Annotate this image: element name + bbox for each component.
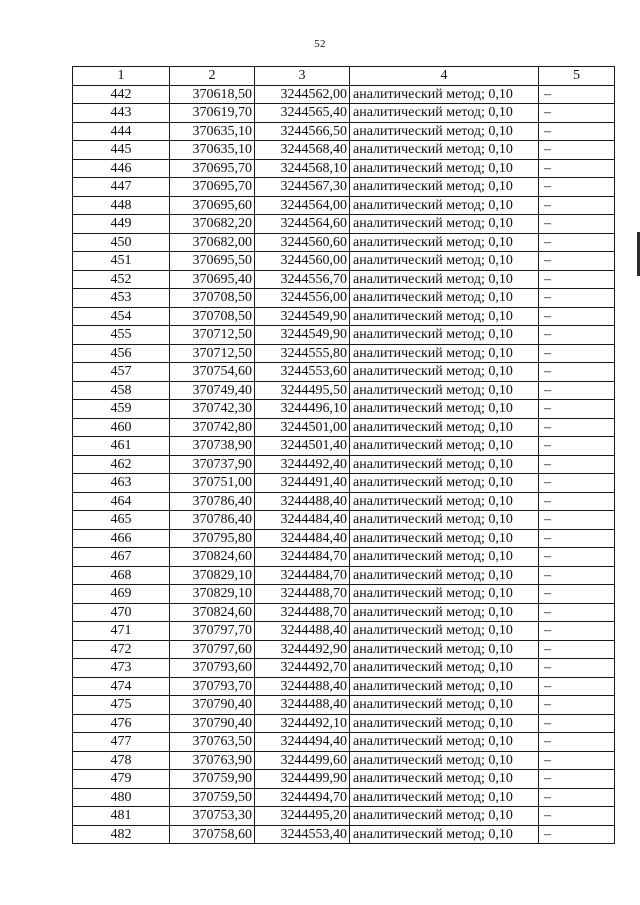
point-number-cell: 460 bbox=[73, 418, 170, 437]
x-coordinate-cell: 370742,30 bbox=[170, 400, 255, 419]
method-accuracy-cell: аналитический метод; 0,10 bbox=[350, 677, 539, 696]
method-accuracy-cell: аналитический метод; 0,10 bbox=[350, 196, 539, 215]
y-coordinate-cell: 3244555,80 bbox=[255, 344, 350, 363]
y-coordinate-cell: 3244494,70 bbox=[255, 788, 350, 807]
note-cell: – bbox=[539, 159, 615, 178]
table-row bbox=[73, 307, 615, 326]
note-cell: – bbox=[539, 511, 615, 530]
table-row bbox=[73, 122, 615, 141]
x-coordinate-cell: 370763,50 bbox=[170, 733, 255, 752]
note-cell: – bbox=[539, 122, 615, 141]
point-number-cell: 478 bbox=[73, 751, 170, 770]
point-number-cell: 457 bbox=[73, 363, 170, 382]
point-number-cell: 455 bbox=[73, 326, 170, 345]
method-accuracy-cell: аналитический метод; 0,10 bbox=[350, 696, 539, 715]
x-coordinate-cell: 370695,50 bbox=[170, 252, 255, 271]
y-coordinate-cell: 3244556,70 bbox=[255, 270, 350, 289]
x-coordinate-cell: 370829,10 bbox=[170, 566, 255, 585]
point-number-cell: 468 bbox=[73, 566, 170, 585]
method-accuracy-cell: аналитический метод; 0,10 bbox=[350, 381, 539, 400]
point-number-cell: 448 bbox=[73, 196, 170, 215]
method-accuracy-cell: аналитический метод; 0,10 bbox=[350, 603, 539, 622]
point-number-cell: 458 bbox=[73, 381, 170, 400]
point-number-cell: 469 bbox=[73, 585, 170, 604]
point-number-cell: 451 bbox=[73, 252, 170, 271]
note-cell: – bbox=[539, 196, 615, 215]
table-row bbox=[73, 788, 615, 807]
note-cell: – bbox=[539, 622, 615, 641]
y-coordinate-cell: 3244495,20 bbox=[255, 807, 350, 826]
note-cell: – bbox=[539, 788, 615, 807]
point-number-cell: 454 bbox=[73, 307, 170, 326]
note-cell: – bbox=[539, 455, 615, 474]
method-accuracy-cell: аналитический метод; 0,10 bbox=[350, 714, 539, 733]
column-header-4: 4 bbox=[350, 67, 539, 86]
x-coordinate-cell: 370790,40 bbox=[170, 696, 255, 715]
y-coordinate-cell: 3244488,70 bbox=[255, 603, 350, 622]
x-coordinate-cell: 370763,90 bbox=[170, 751, 255, 770]
x-coordinate-cell: 370759,90 bbox=[170, 770, 255, 789]
point-number-cell: 453 bbox=[73, 289, 170, 308]
point-number-cell: 459 bbox=[73, 400, 170, 419]
table-row bbox=[73, 233, 615, 252]
note-cell: – bbox=[539, 400, 615, 419]
method-accuracy-cell: аналитический метод; 0,10 bbox=[350, 418, 539, 437]
y-coordinate-cell: 3244492,10 bbox=[255, 714, 350, 733]
x-coordinate-cell: 370618,50 bbox=[170, 85, 255, 104]
x-coordinate-cell: 370824,60 bbox=[170, 603, 255, 622]
x-coordinate-cell: 370682,20 bbox=[170, 215, 255, 234]
table-row bbox=[73, 807, 615, 826]
x-coordinate-cell: 370751,00 bbox=[170, 474, 255, 493]
point-number-cell: 467 bbox=[73, 548, 170, 567]
method-accuracy-cell: аналитический метод; 0,10 bbox=[350, 307, 539, 326]
point-number-cell: 445 bbox=[73, 141, 170, 160]
x-coordinate-cell: 370695,40 bbox=[170, 270, 255, 289]
method-accuracy-cell: аналитический метод; 0,10 bbox=[350, 159, 539, 178]
note-cell: – bbox=[539, 807, 615, 826]
note-cell: – bbox=[539, 474, 615, 493]
point-number-cell: 472 bbox=[73, 640, 170, 659]
y-coordinate-cell: 3244495,50 bbox=[255, 381, 350, 400]
coordinates-table bbox=[72, 66, 615, 844]
x-coordinate-cell: 370695,70 bbox=[170, 159, 255, 178]
table-body bbox=[73, 85, 615, 844]
method-accuracy-cell: аналитический метод; 0,10 bbox=[350, 548, 539, 567]
x-coordinate-cell: 370619,70 bbox=[170, 104, 255, 123]
table-row bbox=[73, 585, 615, 604]
note-cell: – bbox=[539, 437, 615, 456]
note-cell: – bbox=[539, 677, 615, 696]
table-row bbox=[73, 289, 615, 308]
method-accuracy-cell: аналитический метод; 0,10 bbox=[350, 455, 539, 474]
x-coordinate-cell: 370795,80 bbox=[170, 529, 255, 548]
table-row bbox=[73, 677, 615, 696]
point-number-cell: 482 bbox=[73, 825, 170, 844]
point-number-cell: 475 bbox=[73, 696, 170, 715]
y-coordinate-cell: 3244566,50 bbox=[255, 122, 350, 141]
x-coordinate-cell: 370753,30 bbox=[170, 807, 255, 826]
point-number-cell: 480 bbox=[73, 788, 170, 807]
x-coordinate-cell: 370695,60 bbox=[170, 196, 255, 215]
x-coordinate-cell: 370793,60 bbox=[170, 659, 255, 678]
y-coordinate-cell: 3244492,70 bbox=[255, 659, 350, 678]
table-row bbox=[73, 566, 615, 585]
table-row bbox=[73, 603, 615, 622]
y-coordinate-cell: 3244496,10 bbox=[255, 400, 350, 419]
y-coordinate-cell: 3244553,40 bbox=[255, 825, 350, 844]
method-accuracy-cell: аналитический метод; 0,10 bbox=[350, 104, 539, 123]
method-accuracy-cell: аналитический метод; 0,10 bbox=[350, 233, 539, 252]
method-accuracy-cell: аналитический метод; 0,10 bbox=[350, 141, 539, 160]
method-accuracy-cell: аналитический метод; 0,10 bbox=[350, 622, 539, 641]
x-coordinate-cell: 370708,50 bbox=[170, 307, 255, 326]
table-row bbox=[73, 825, 615, 844]
y-coordinate-cell: 3244491,40 bbox=[255, 474, 350, 493]
y-coordinate-cell: 3244484,70 bbox=[255, 566, 350, 585]
method-accuracy-cell: аналитический метод; 0,10 bbox=[350, 566, 539, 585]
table-row bbox=[73, 196, 615, 215]
table-row bbox=[73, 511, 615, 530]
note-cell: – bbox=[539, 85, 615, 104]
y-coordinate-cell: 3244560,60 bbox=[255, 233, 350, 252]
note-cell: – bbox=[539, 418, 615, 437]
point-number-cell: 466 bbox=[73, 529, 170, 548]
table-row bbox=[73, 178, 615, 197]
x-coordinate-cell: 370829,10 bbox=[170, 585, 255, 604]
x-coordinate-cell: 370758,60 bbox=[170, 825, 255, 844]
x-coordinate-cell: 370754,60 bbox=[170, 363, 255, 382]
method-accuracy-cell: аналитический метод; 0,10 bbox=[350, 733, 539, 752]
note-cell: – bbox=[539, 733, 615, 752]
method-accuracy-cell: аналитический метод; 0,10 bbox=[350, 85, 539, 104]
note-cell: – bbox=[539, 344, 615, 363]
x-coordinate-cell: 370742,80 bbox=[170, 418, 255, 437]
table-row bbox=[73, 640, 615, 659]
note-cell: – bbox=[539, 104, 615, 123]
x-coordinate-cell: 370738,90 bbox=[170, 437, 255, 456]
note-cell: – bbox=[539, 492, 615, 511]
table-row bbox=[73, 659, 615, 678]
table-row bbox=[73, 696, 615, 715]
method-accuracy-cell: аналитический метод; 0,10 bbox=[350, 326, 539, 345]
point-number-cell: 481 bbox=[73, 807, 170, 826]
table-row bbox=[73, 548, 615, 567]
method-accuracy-cell: аналитический метод; 0,10 bbox=[350, 492, 539, 511]
note-cell: – bbox=[539, 548, 615, 567]
note-cell: – bbox=[539, 585, 615, 604]
x-coordinate-cell: 370786,40 bbox=[170, 511, 255, 530]
table-row bbox=[73, 622, 615, 641]
column-header-3: 3 bbox=[255, 67, 350, 86]
method-accuracy-cell: аналитический метод; 0,10 bbox=[350, 825, 539, 844]
method-accuracy-cell: аналитический метод; 0,10 bbox=[350, 178, 539, 197]
note-cell: – bbox=[539, 289, 615, 308]
y-coordinate-cell: 3244492,40 bbox=[255, 455, 350, 474]
point-number-cell: 452 bbox=[73, 270, 170, 289]
note-cell: – bbox=[539, 233, 615, 252]
note-cell: – bbox=[539, 770, 615, 789]
point-number-cell: 474 bbox=[73, 677, 170, 696]
method-accuracy-cell: аналитический метод; 0,10 bbox=[350, 751, 539, 770]
x-coordinate-cell: 370635,10 bbox=[170, 141, 255, 160]
method-accuracy-cell: аналитический метод; 0,10 bbox=[350, 215, 539, 234]
column-header-1: 1 bbox=[73, 67, 170, 86]
point-number-cell: 442 bbox=[73, 85, 170, 104]
x-coordinate-cell: 370695,70 bbox=[170, 178, 255, 197]
y-coordinate-cell: 3244568,10 bbox=[255, 159, 350, 178]
table-row bbox=[73, 492, 615, 511]
table-row bbox=[73, 529, 615, 548]
note-cell: – bbox=[539, 529, 615, 548]
method-accuracy-cell: аналитический метод; 0,10 bbox=[350, 344, 539, 363]
note-cell: – bbox=[539, 640, 615, 659]
table-row bbox=[73, 474, 615, 493]
point-number-cell: 476 bbox=[73, 714, 170, 733]
table-row bbox=[73, 85, 615, 104]
note-cell: – bbox=[539, 363, 615, 382]
y-coordinate-cell: 3244484,40 bbox=[255, 511, 350, 530]
y-coordinate-cell: 3244488,40 bbox=[255, 492, 350, 511]
point-number-cell: 463 bbox=[73, 474, 170, 493]
y-coordinate-cell: 3244494,40 bbox=[255, 733, 350, 752]
point-number-cell: 479 bbox=[73, 770, 170, 789]
x-coordinate-cell: 370786,40 bbox=[170, 492, 255, 511]
x-coordinate-cell: 370793,70 bbox=[170, 677, 255, 696]
table-row bbox=[73, 215, 615, 234]
y-coordinate-cell: 3244564,60 bbox=[255, 215, 350, 234]
method-accuracy-cell: аналитический метод; 0,10 bbox=[350, 289, 539, 308]
y-coordinate-cell: 3244484,70 bbox=[255, 548, 350, 567]
x-coordinate-cell: 370759,50 bbox=[170, 788, 255, 807]
y-coordinate-cell: 3244501,40 bbox=[255, 437, 350, 456]
note-cell: – bbox=[539, 141, 615, 160]
y-coordinate-cell: 3244488,40 bbox=[255, 622, 350, 641]
method-accuracy-cell: аналитический метод; 0,10 bbox=[350, 659, 539, 678]
y-coordinate-cell: 3244499,90 bbox=[255, 770, 350, 789]
note-cell: – bbox=[539, 825, 615, 844]
note-cell: – bbox=[539, 696, 615, 715]
method-accuracy-cell: аналитический метод; 0,10 bbox=[350, 474, 539, 493]
table-row bbox=[73, 252, 615, 271]
point-number-cell: 465 bbox=[73, 511, 170, 530]
point-number-cell: 461 bbox=[73, 437, 170, 456]
table-row bbox=[73, 159, 615, 178]
note-cell: – bbox=[539, 270, 615, 289]
x-coordinate-cell: 370749,40 bbox=[170, 381, 255, 400]
point-number-cell: 470 bbox=[73, 603, 170, 622]
y-coordinate-cell: 3244562,00 bbox=[255, 85, 350, 104]
x-coordinate-cell: 370797,70 bbox=[170, 622, 255, 641]
y-coordinate-cell: 3244553,60 bbox=[255, 363, 350, 382]
table-row bbox=[73, 381, 615, 400]
x-coordinate-cell: 370797,60 bbox=[170, 640, 255, 659]
table-row bbox=[73, 714, 615, 733]
x-coordinate-cell: 370712,50 bbox=[170, 326, 255, 345]
y-coordinate-cell: 3244488,40 bbox=[255, 677, 350, 696]
note-cell: – bbox=[539, 215, 615, 234]
point-number-cell: 446 bbox=[73, 159, 170, 178]
column-header-5: 5 bbox=[539, 67, 615, 86]
y-coordinate-cell: 3244501,00 bbox=[255, 418, 350, 437]
table-row bbox=[73, 770, 615, 789]
table-row bbox=[73, 455, 615, 474]
page-number: 52 bbox=[314, 38, 326, 50]
note-cell: – bbox=[539, 307, 615, 326]
method-accuracy-cell: аналитический метод; 0,10 bbox=[350, 788, 539, 807]
point-number-cell: 464 bbox=[73, 492, 170, 511]
method-accuracy-cell: аналитический метод; 0,10 bbox=[350, 437, 539, 456]
method-accuracy-cell: аналитический метод; 0,10 bbox=[350, 529, 539, 548]
table-row bbox=[73, 418, 615, 437]
note-cell: – bbox=[539, 252, 615, 271]
y-coordinate-cell: 3244488,40 bbox=[255, 696, 350, 715]
y-coordinate-cell: 3244499,60 bbox=[255, 751, 350, 770]
y-coordinate-cell: 3244549,90 bbox=[255, 326, 350, 345]
note-cell: – bbox=[539, 178, 615, 197]
x-coordinate-cell: 370737,90 bbox=[170, 455, 255, 474]
method-accuracy-cell: аналитический метод; 0,10 bbox=[350, 122, 539, 141]
y-coordinate-cell: 3244549,90 bbox=[255, 307, 350, 326]
x-coordinate-cell: 370682,00 bbox=[170, 233, 255, 252]
table-row bbox=[73, 141, 615, 160]
column-header-2: 2 bbox=[170, 67, 255, 86]
point-number-cell: 471 bbox=[73, 622, 170, 641]
x-coordinate-cell: 370712,50 bbox=[170, 344, 255, 363]
table-row bbox=[73, 437, 615, 456]
y-coordinate-cell: 3244488,70 bbox=[255, 585, 350, 604]
y-coordinate-cell: 3244567,30 bbox=[255, 178, 350, 197]
table-row bbox=[73, 733, 615, 752]
point-number-cell: 477 bbox=[73, 733, 170, 752]
note-cell: – bbox=[539, 714, 615, 733]
y-coordinate-cell: 3244564,00 bbox=[255, 196, 350, 215]
note-cell: – bbox=[539, 659, 615, 678]
y-coordinate-cell: 3244560,00 bbox=[255, 252, 350, 271]
table-header-row bbox=[73, 67, 615, 86]
y-coordinate-cell: 3244492,90 bbox=[255, 640, 350, 659]
y-coordinate-cell: 3244565,40 bbox=[255, 104, 350, 123]
method-accuracy-cell: аналитический метод; 0,10 bbox=[350, 640, 539, 659]
table-row bbox=[73, 751, 615, 770]
note-cell: – bbox=[539, 381, 615, 400]
x-coordinate-cell: 370635,10 bbox=[170, 122, 255, 141]
x-coordinate-cell: 370824,60 bbox=[170, 548, 255, 567]
point-number-cell: 444 bbox=[73, 122, 170, 141]
table-row bbox=[73, 363, 615, 382]
point-number-cell: 473 bbox=[73, 659, 170, 678]
note-cell: – bbox=[539, 603, 615, 622]
note-cell: – bbox=[539, 751, 615, 770]
method-accuracy-cell: аналитический метод; 0,10 bbox=[350, 252, 539, 271]
table-row bbox=[73, 400, 615, 419]
method-accuracy-cell: аналитический метод; 0,10 bbox=[350, 770, 539, 789]
note-cell: – bbox=[539, 326, 615, 345]
point-number-cell: 450 bbox=[73, 233, 170, 252]
y-coordinate-cell: 3244556,00 bbox=[255, 289, 350, 308]
method-accuracy-cell: аналитический метод; 0,10 bbox=[350, 270, 539, 289]
point-number-cell: 456 bbox=[73, 344, 170, 363]
method-accuracy-cell: аналитический метод; 0,10 bbox=[350, 400, 539, 419]
table-row bbox=[73, 104, 615, 123]
x-coordinate-cell: 370790,40 bbox=[170, 714, 255, 733]
method-accuracy-cell: аналитический метод; 0,10 bbox=[350, 511, 539, 530]
point-number-cell: 443 bbox=[73, 104, 170, 123]
point-number-cell: 449 bbox=[73, 215, 170, 234]
method-accuracy-cell: аналитический метод; 0,10 bbox=[350, 585, 539, 604]
table-row bbox=[73, 326, 615, 345]
point-number-cell: 447 bbox=[73, 178, 170, 197]
table-row bbox=[73, 270, 615, 289]
method-accuracy-cell: аналитический метод; 0,10 bbox=[350, 363, 539, 382]
y-coordinate-cell: 3244484,40 bbox=[255, 529, 350, 548]
y-coordinate-cell: 3244568,40 bbox=[255, 141, 350, 160]
x-coordinate-cell: 370708,50 bbox=[170, 289, 255, 308]
note-cell: – bbox=[539, 566, 615, 585]
table-row bbox=[73, 344, 615, 363]
point-number-cell: 462 bbox=[73, 455, 170, 474]
method-accuracy-cell: аналитический метод; 0,10 bbox=[350, 807, 539, 826]
